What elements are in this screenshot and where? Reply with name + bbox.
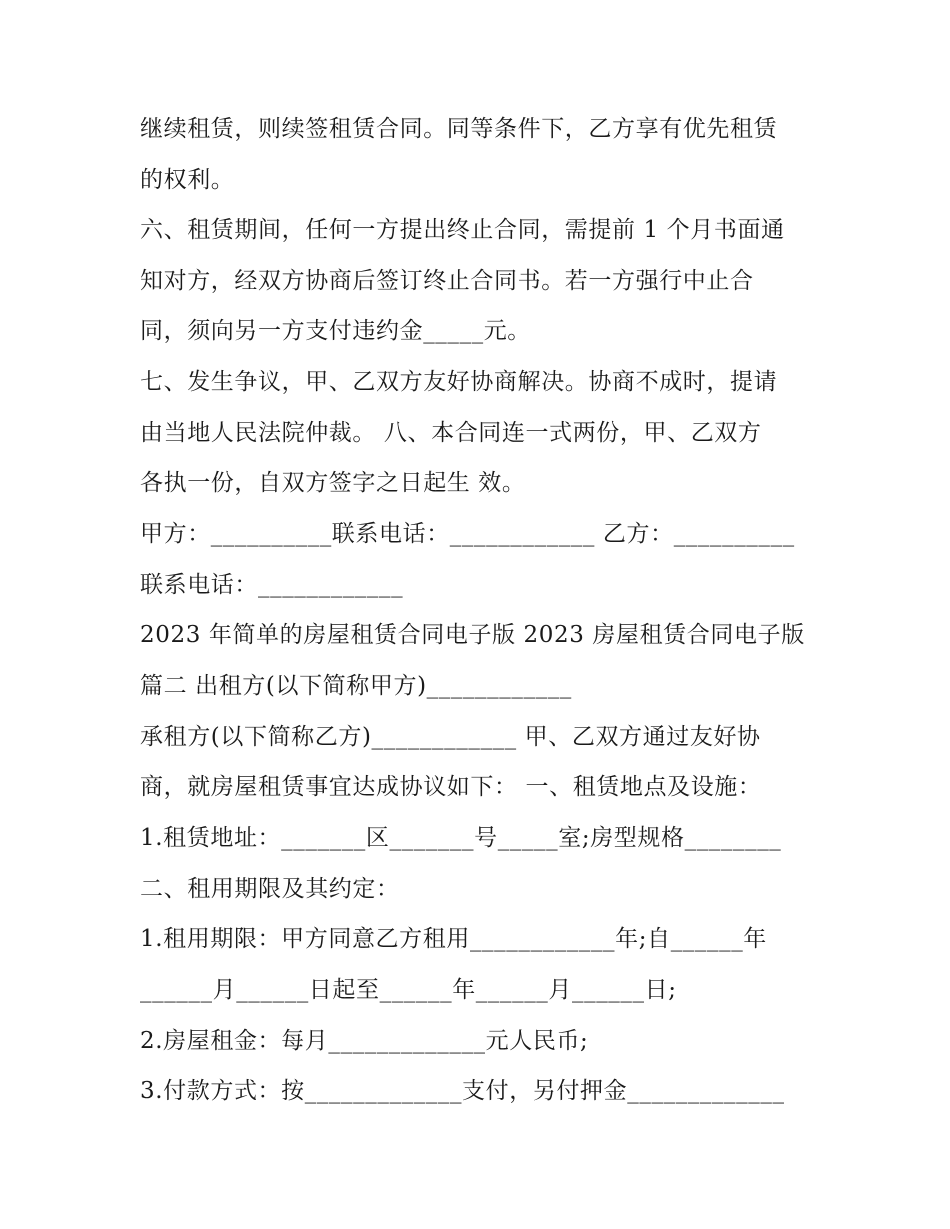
text-line: 1.租赁地址：_______区_______号_____室;房型规格________ — [140, 825, 782, 851]
text-line: 的权利。 — [140, 167, 235, 193]
text-line: 由当地人民法院仲裁。 八、本合同连一式两份，甲、乙双方 — [140, 420, 762, 446]
text-line: 同，须向另一方支付违约金_____元。 — [140, 318, 531, 344]
text-line: 六、租赁期间，任何一方提出终止合同，需提前 1 个月书面通 — [140, 217, 785, 243]
text-line: 2.房屋租金：每月_____________元人民币; — [140, 1028, 589, 1054]
text-line: 商，就房屋租赁事宜达成协议如下： 一、租赁地点及设施： — [140, 774, 762, 800]
text-line: 七、发生争议，甲、乙双方友好协商解决。协商不成时，提请 — [140, 369, 778, 395]
section-title: 2023 年简单的房屋租赁合同电子版 2023 房屋租赁合同电子版 — [140, 622, 805, 648]
text-line: 各执一份，自双方签字之日起生 效。 — [140, 470, 526, 496]
text-line: 继续租赁，则续签租赁合同。同等条件下，乙方享有优先租赁 — [140, 116, 778, 142]
section-heading: 二、租用期限及其约定： — [140, 876, 400, 902]
text-line: ______月______日起至______年______月______日; — [140, 977, 677, 1003]
text-line: 承租方(以下简称乙方)____________ 甲、乙双方通过友好协 — [140, 724, 761, 750]
text-line: 篇二 出租方(以下简称甲方)____________ — [140, 673, 572, 699]
signature-line: 甲方：__________联系电话：____________ 乙方：__________ — [140, 521, 795, 547]
signature-line: 联系电话：____________ — [140, 572, 404, 598]
text-line: 知对方，经双方协商后签订终止合同书。若一方强行中止合 — [140, 268, 754, 294]
text-line: 3.付款方式：按_____________支付，另付押金_____________ — [140, 1078, 785, 1104]
text-line: 1.租用期限：甲方同意乙方租用____________年;自______年 — [140, 926, 767, 952]
